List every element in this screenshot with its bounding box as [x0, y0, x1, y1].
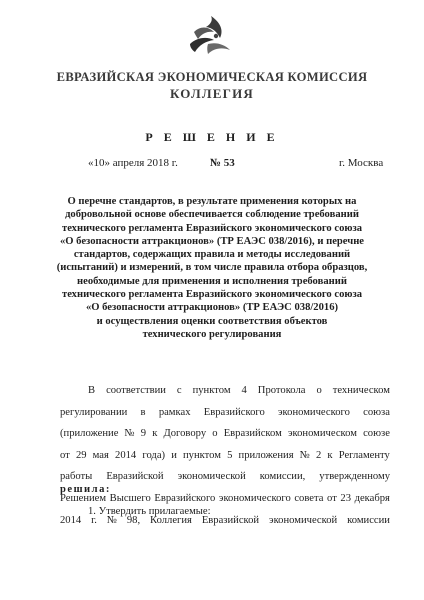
body-word: № [124, 428, 135, 440]
body-word: приложения [238, 449, 294, 461]
body-word: 9 [140, 428, 147, 440]
body-word: Высшего [109, 492, 151, 504]
title-line: добровольной основе обеспечивается соблюдение требований [65, 209, 359, 221]
body-word: комиссии [347, 514, 390, 526]
body-word: В [88, 385, 96, 396]
body-word: 2014 [60, 514, 82, 526]
body-word: с [176, 385, 182, 396]
title-line: «О безопасности аттракционов» (ТР ЕАЭС 038/2016) [85, 302, 339, 314]
body-word: в [140, 406, 146, 418]
body-word: и [171, 449, 177, 461]
body-word: 4 [241, 385, 247, 396]
body-word: пунктом [192, 385, 231, 396]
body-line [60, 402, 390, 424]
document-city: г. Москва [339, 157, 384, 169]
body-word: экономического [278, 406, 350, 418]
body-word: совета [294, 492, 324, 504]
body-word: 2 [315, 449, 322, 461]
body-word: комиссии, [259, 471, 306, 483]
body-word: г. [91, 514, 97, 526]
body-word: союзе [363, 428, 390, 440]
title-line: стандартов, содержащих правила и методы исследований [73, 249, 351, 261]
title-line: технического регулирования [142, 328, 282, 340]
body-word: от [60, 449, 70, 461]
body-word: работы [60, 471, 93, 483]
body-word: регулировании [60, 406, 128, 418]
body-word: 2014 [115, 449, 137, 461]
title-line: О перечне стандартов, в результате применения которых на [67, 196, 357, 207]
body-word: союза [363, 406, 390, 418]
body-word: Протокола [257, 385, 306, 396]
body-word: Договору [163, 428, 207, 440]
body-word: о [212, 428, 218, 440]
body-word: Евразийской [201, 514, 260, 526]
body-word: Коллегия [150, 514, 192, 526]
decided-label: решила: [60, 484, 111, 495]
body-word: рамках [158, 406, 191, 418]
document-type: Р Е Ш Е Н И Е [145, 130, 279, 144]
title-line: «О безопасности аттракционов» (ТР ЕАЭС 038/2016), и перечне [59, 235, 365, 247]
title-line: и осуществления оценки соответствия объектов [96, 315, 328, 327]
body-word: № [106, 514, 117, 526]
body-word: пунктом [183, 449, 221, 461]
body-line [60, 380, 390, 402]
body-word: экономическом [287, 428, 357, 440]
body-word: Евразийского [203, 406, 265, 418]
body-word: Евразийского [154, 492, 216, 504]
body-word: № [299, 449, 310, 461]
body-word: 23 [340, 492, 352, 504]
organization-name: ЕВРАЗИЙСКАЯ ЭКОНОМИЧЕСКАЯ КОМИССИЯ [56, 70, 368, 84]
body-word: соответствии [106, 385, 166, 396]
body-word: утвержденному [319, 471, 390, 483]
body-word: 98, [126, 514, 141, 526]
body-word: декабря [354, 492, 390, 504]
body-word: техническом [332, 385, 390, 396]
body-word: Евразийском [223, 428, 282, 440]
document-number: № 53 [210, 157, 235, 169]
body-word: Решением [60, 492, 107, 504]
body-word: от [327, 492, 337, 504]
decision-item-1: 1. Утвердить прилагаемые: [88, 506, 211, 517]
body-word: о [316, 385, 322, 396]
body-word: (приложение [60, 428, 119, 440]
body-word: 5 [227, 449, 233, 461]
body-word: Регламенту [338, 449, 390, 461]
title-line: технического регламента Евразийского экономического союза [61, 289, 363, 301]
document-title [40, 195, 384, 341]
collegium-name: КОЛЛЕГИЯ [170, 86, 254, 101]
body-word: Евразийской [106, 471, 164, 483]
body-word: экономической [177, 471, 246, 483]
title-line: (испытаний) и измерений, в том числе правила отбора образцов, [56, 262, 368, 274]
body-word: мая [92, 449, 109, 461]
body-word: экономической [269, 514, 338, 526]
body-word: экономического [218, 492, 291, 504]
title-line: технического регламента Евразийского экономического союза [61, 222, 363, 234]
body-word: года) [142, 449, 166, 461]
body-line [60, 423, 390, 445]
body-word: к [327, 449, 333, 461]
body-line [60, 445, 390, 467]
document-date: «10» апреля 2018 г. [88, 157, 178, 169]
body-word: к [152, 428, 158, 440]
body-word: 29 [75, 449, 87, 461]
title-line: необходимые для применения и исполнения требований [77, 275, 347, 287]
eeu-emblem-icon [186, 14, 236, 60]
